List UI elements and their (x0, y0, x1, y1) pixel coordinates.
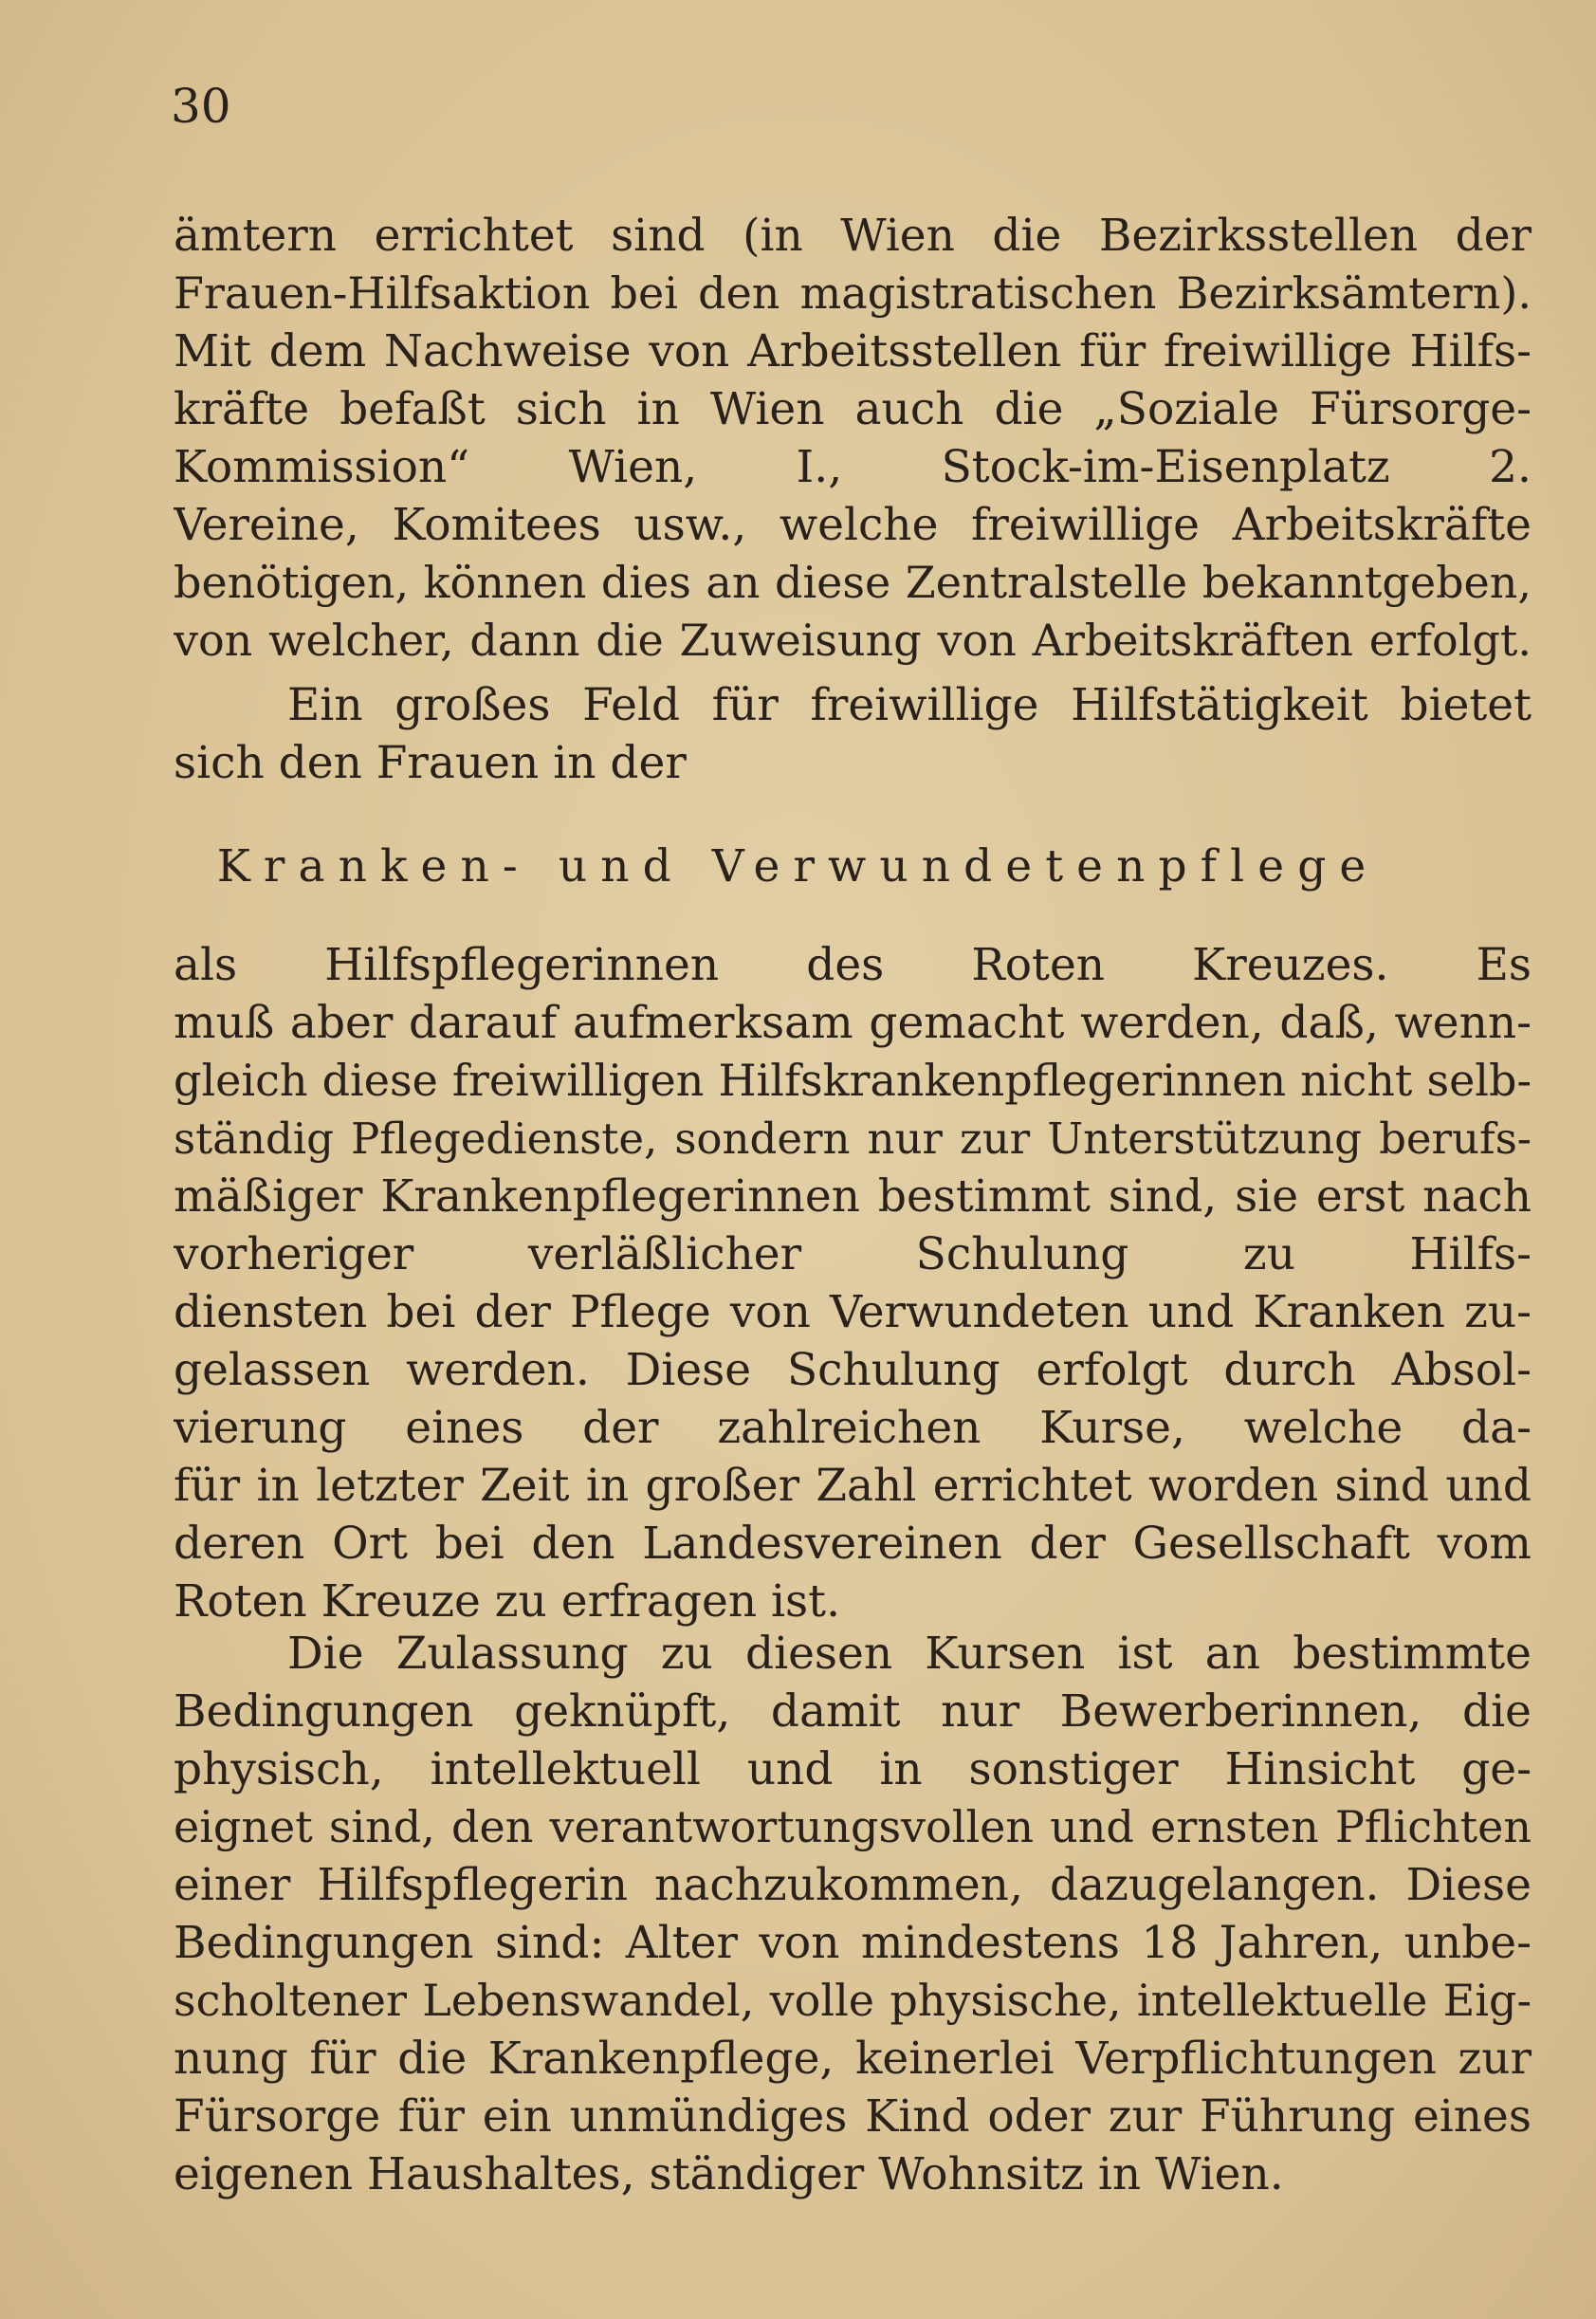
text-line: Vereine, Komitees usw., welche freiwillige Arbeitskräfte (174, 499, 1532, 551)
text-line: diensten bei der Pflege von Verwundeten und Kranken zu- (174, 1286, 1532, 1338)
page-number: 30 (171, 79, 231, 134)
text-line: Kommission“ Wien, I., Stock-im-Eisenplatz 2. (174, 441, 1532, 493)
paragraph-2 (174, 676, 1532, 792)
text-line: von welcher, dann die Zuweisung von Arbeitskräften erfolgt. (174, 615, 1532, 666)
text-line: eignet sind, den verantwortungsvollen und ernsten Pflichten (174, 1801, 1532, 1852)
text-line: sich den Frauen in der (174, 737, 687, 789)
text-line: mäßiger Krankenpflegerinnen bestimmt sind, sie erst nach (174, 1170, 1532, 1223)
text-line: als Hilfspflegerinnen des Roten Kreuzes. Es (174, 939, 1532, 991)
text-line: nung für die Krankenpflege, keinerlei Verpflichtungen zur (174, 2033, 1532, 2085)
text-line: muß aber darauf aufmerksam gemacht werden, daß, wenn- (174, 997, 1532, 1049)
text-line: Bedingungen sind: Alter von mindestens 18 Jahren, unbe- (174, 1917, 1532, 1969)
text-line: einer Hilfspflegerin nachzukommen, dazugelangen. Diese (174, 1859, 1532, 1911)
text-line: für in letzter Zeit in großer Zahl errichtet worden sind und (174, 1460, 1532, 1512)
text-line: gleich diese freiwilligen Hilfskrankenpflegerinnen nicht selb- (174, 1055, 1532, 1106)
text-line: benötigen, können dies an diese Zentralstelle bekanntgeben, (174, 557, 1532, 608)
text-line: Ein großes Feld für freiwillige Hilfstätigkeit bietet (287, 679, 1532, 731)
text-line: Fürsorge für ein unmündiges Kind oder zur Führung eines (174, 2090, 1532, 2143)
paragraph-3 (174, 936, 1532, 1630)
section-heading: Kranken- und Verwundetenpflege (216, 840, 1380, 893)
text-line: Bedingungen geknüpft, damit nur Bewerberinnen, die (174, 1685, 1532, 1738)
text-line: scholtener Lebenswandel, volle physische, intellektuelle Eig- (174, 1975, 1532, 2026)
text-line: Roten Kreuze zu erfragen ist. (174, 1575, 841, 1628)
text-line: physisch, intellektuell und in sonstiger Hinsicht ge- (174, 1743, 1532, 1795)
text-line: vorheriger verläßlicher Schulung zu Hilfs- (174, 1228, 1532, 1280)
text-line: Die Zulassung zu diesen Kursen ist an bestimmte (287, 1628, 1532, 1680)
text-line: gelassen werden. Diese Schulung erfolgt durch Absol- (174, 1344, 1532, 1396)
text-line: ständig Pflegedienste, sondern nur zur Unterstützung berufs- (174, 1113, 1532, 1164)
paragraph-1 (174, 207, 1532, 670)
text-line: vierung eines der zahlreichen Kurse, welche da- (174, 1402, 1532, 1454)
text-line: deren Ort bei den Landesvereinen der Gesellschaft vom (174, 1518, 1532, 1570)
text-line: kräfte befaßt sich in Wien auch die „Soziale Fürsorge- (174, 383, 1532, 435)
paragraph-4 (174, 1625, 1532, 2203)
text-line: eigenen Haushaltes, ständiger Wohnsitz in Wien. (174, 2148, 1284, 2200)
text-line: Frauen-Hilfsaktion bei den magistratischen Bezirksämtern). (174, 267, 1532, 319)
text-line: ämtern errichtet sind (in Wien die Bezirksstellen der (174, 210, 1532, 262)
text-line: Mit dem Nachweise von Arbeitsstellen für freiwillige Hilfs- (174, 325, 1532, 377)
